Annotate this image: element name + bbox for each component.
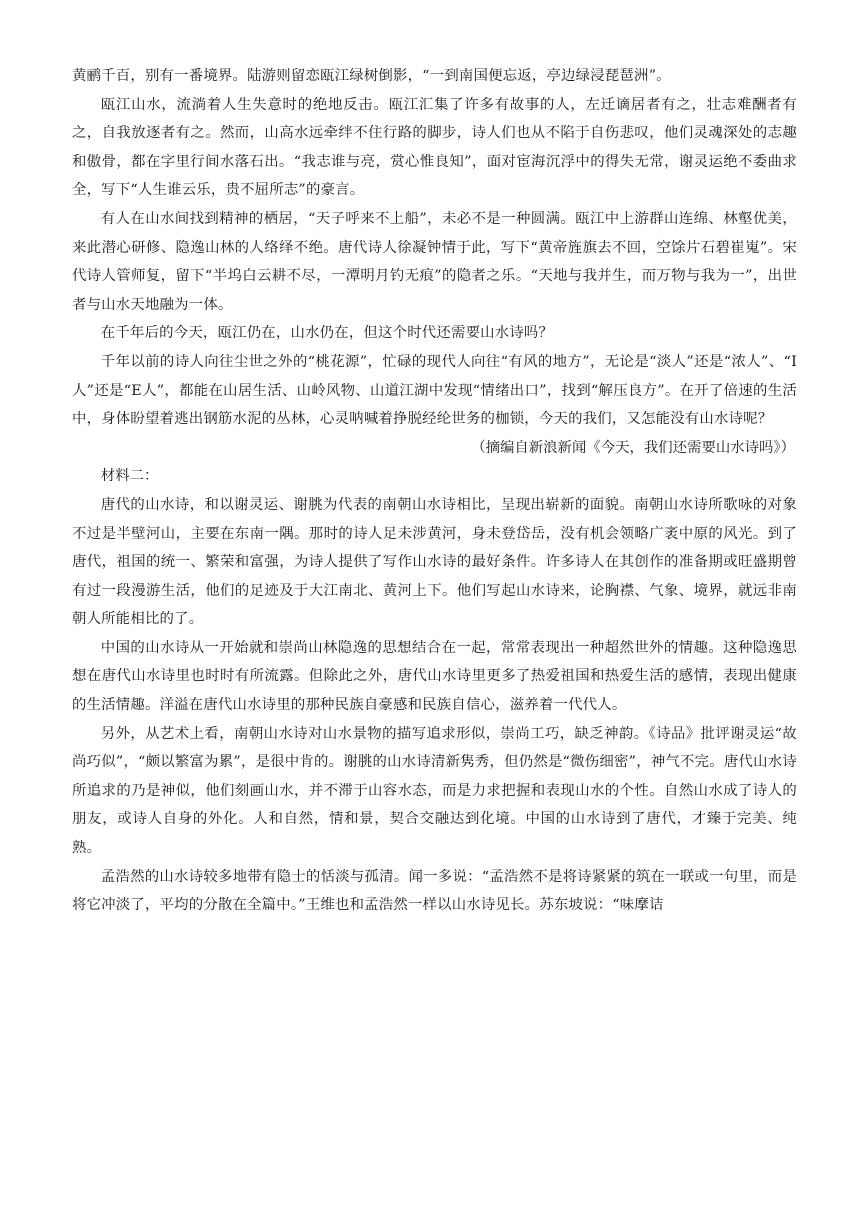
paragraph: 有人在山水间找到精神的栖居，“天子呼来不上船”，未必不是一种圆满。瓯江中上游群山连绵、林壑优美，来此潜心研修、隐逸山林的人络绎不绝。唐代诗人徐凝钟情于此，写下“黄帝旌旗去不回，空馀片石碧崔嵬”。宋代诗人管师复，留下“半坞白云耕不尽，一潭明月钓无痕”的隐者之乐。“天地与我并生，而万物与我为一”，出世者与山水天地融为一体。 [72,210,797,313]
paragraph: 千年以前的诗人向往尘世之外的“桃花源”，忙碌的现代人向往“有风的地方”，无论是“淡人”还是“浓人”、“I人”还是“E人”，都能在山居生活、山岭风物、山道江湖中发现“情绪出口”，找到“解压良方”。在开了倍速的生活中，身体盼望着逃出钢筋水泥的丛林，心灵呐喊着挣脱经纶世务的枷锁，今天的我们，又怎能没有山水诗呢？ [72,353,797,428]
material-heading: 材料二： [100,468,159,485]
paragraph: 中国的山水诗从一开始就和崇尚山林隐逸的思想结合在一起，常常表现出一种超然世外的情趣。这种隐逸思想在唐代山水诗里也时时有所流露。但除此之外，唐代山水诗里更多了热爱祖国和热爱生活的感情，表现出健康的生活情趣。洋溢在唐代山水诗里的那种民族自豪感和民族自信心，滋养着一代代人。 [72,639,797,714]
paragraph: 孟浩然的山水诗较多地带有隐士的恬淡与孤清。闻一多说：“孟浩然不是将诗紧紧的筑在一联或一句里，而是将它冲淡了，平均的分散在全篇中。”王维也和孟浩然一样以山水诗见长。苏东坡说：“味摩诘 [72,868,797,914]
paragraph: 黄鹂千百，别有一番境界。陆游则留恋瓯江绿树倒影，“一到南国便忘返，亭边绿浸琵琶洲”。 [72,68,671,84]
paragraph: 另外，从艺术上看，南朝山水诗对山水景物的描写追求形似，崇尚工巧，缺乏神韵。《诗品》批评谢灵运“故尚巧似”，“颇以繁富为累”，是很中肯的。谢朓的山水诗清新隽秀，但仍然是“微伤细密”，神气不完。唐代山水诗所追求的乃是神似，他们刻画山水，并不滞于山容水态，而是力求把握和表现山水的个性。自然山水成了诗人的朋友，或诗人自身的外化。人和自然，情和景，契合交融达到化境。中国的山水诗到了唐代，才臻于完美、纯熟。 [72,725,797,857]
paragraph: 瓯江山水，流淌着人生失意时的绝地反击。瓯江汇集了许多有故事的人，左迁谪居者有之，壮志难酬者有之，自我放逐者有之。然而，山高水远牵绊不住行路的脚步，诗人们也从不陷于自伤悲叹，他们灵魂深处的志趣和傲骨，都在字里行间水落石出。“我志谁与亮，赏心惟良知”，面对宦海沉浮中的得失无常，谢灵运绝不委曲求全，写下“人生谁云乐，贵不屈所志”的豪言。 [72,96,797,199]
source-citation: （摘编自新浪新闻《今天，我们还需要山水诗吗》） [471,439,795,456]
paragraph: 唐代的山水诗，和以谢灵运、谢朓为代表的南朝山水诗相比，呈现出崭新的面貌。南朝山水诗所歌咏的对象不过是半壁河山，主要在东南一隅。那时的诗人足未涉黄河，身未登岱岳，没有机会领略广袤中原的风光。到了唐代，祖国的统一、繁荣和富强，为诗人提供了写作山水诗的最好条件。许多诗人在其创作的准备期或旺盛期曾有过一段漫游生活，他们的足迹及于大江南北、黄河上下。他们写起山水诗来，论胸襟、气象、境界，就远非南朝人所能相比的了。 [72,496,797,628]
paragraph: 在千年后的今天，瓯江仍在，山水仍在，但这个时代还需要山水诗吗？ [100,325,554,342]
